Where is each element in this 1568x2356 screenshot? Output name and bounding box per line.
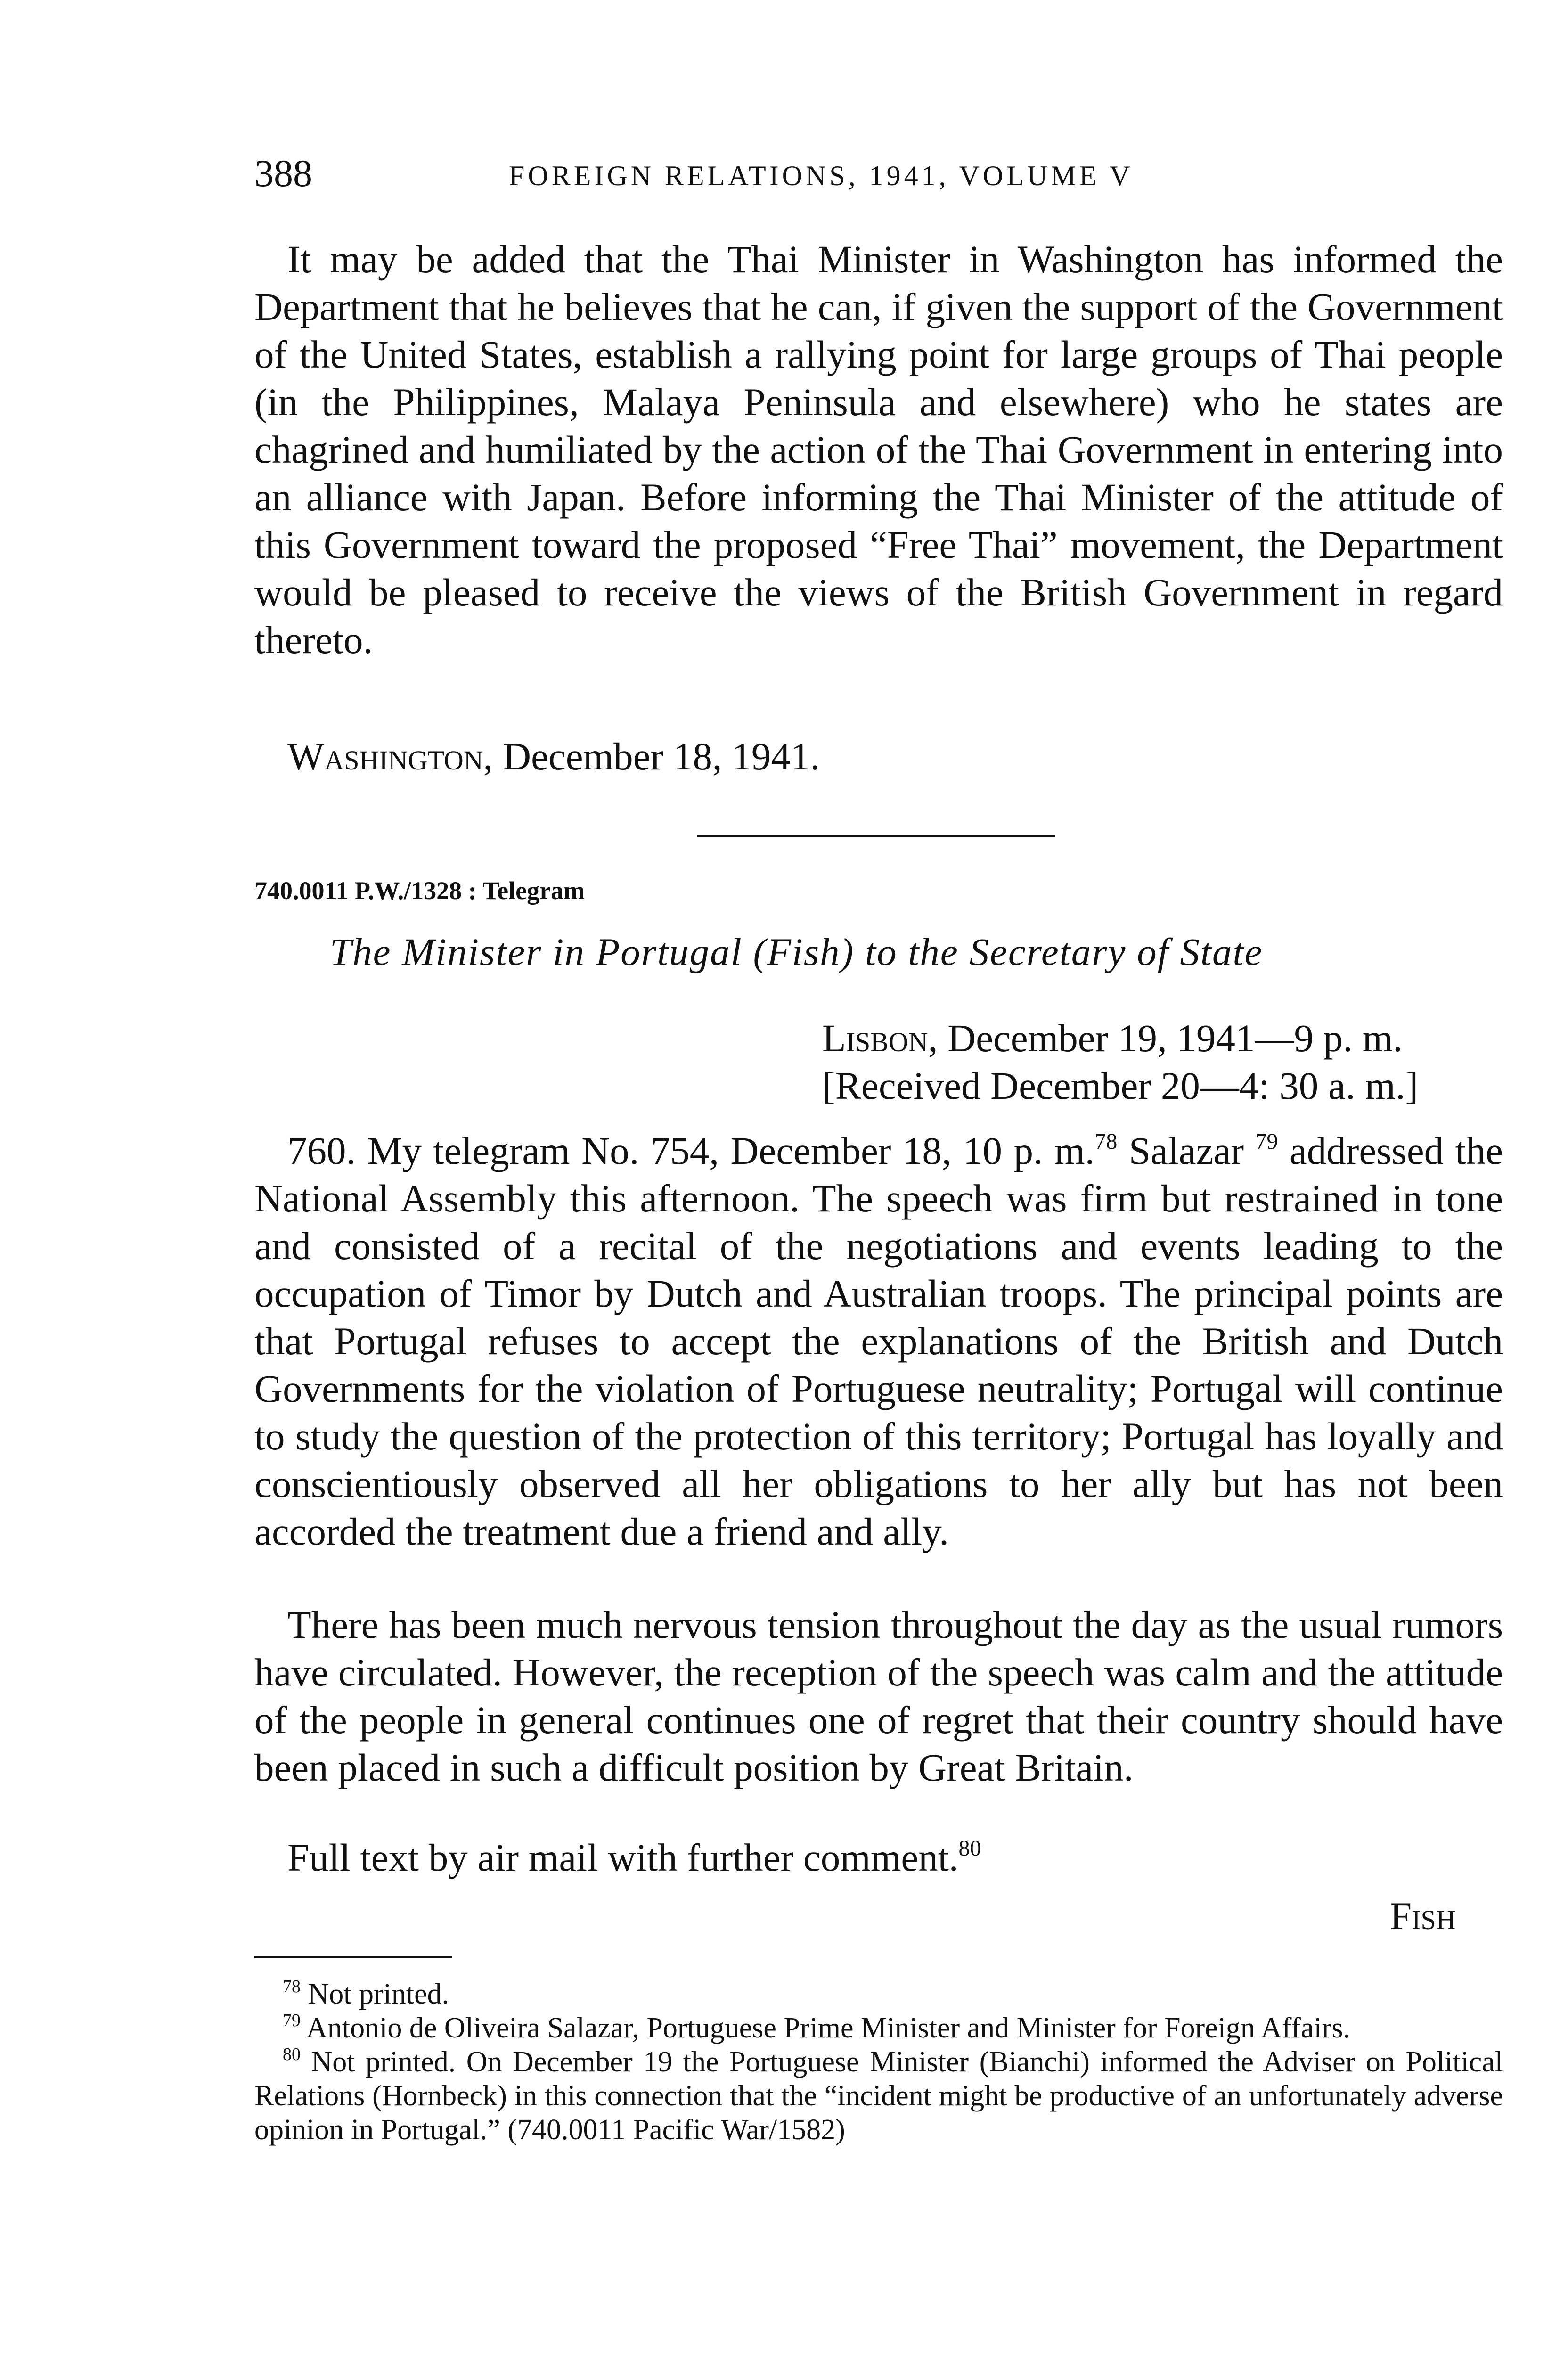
- telegram-paragraph-3: [254, 1834, 1503, 1882]
- footnote-number: 78: [283, 1977, 301, 1996]
- footnote-78: [254, 1977, 1503, 2011]
- footnote-79: [254, 2011, 1503, 2045]
- footnote-ref-78: 78: [1094, 1129, 1118, 1154]
- telegram-paragraph-1-end: addressed the National Assembly this afternoon. The speech was firm but restrained in tone and consisted of a recital of the negotiations and events leading to the occupation of Timor by Dutch and Australian troops. The principal points are that Portugal refuses to accept the explanations of the British and Dutch Governments for the violation of Portuguese neutrality; Portugal will continue to study the question of the protection of this territory; Portugal has loyally and conscientiously observed all her obligations to her ally but has not been accorded the treatment due a friend and ally.: [254, 1129, 1503, 1553]
- footnote-text: Not printed. On December 19 the Portuguese Minister (Bianchi) informed the Adviser on Political Relations (Hornbeck) in this connection that the “incident might be productive of an unfortunately adverse opinion in Portugal.” (740.0011 Pacific War/1582): [254, 2046, 1503, 2146]
- section-divider: [697, 835, 1055, 837]
- washington-signature-line: [287, 733, 820, 780]
- footnote-rule: [254, 1956, 452, 1958]
- footnote-number: 79: [283, 2011, 301, 2030]
- footnote-text: Antonio de Oliveira Salazar, Portuguese Prime Minister and Minister for Foreign Affairs.: [306, 2012, 1350, 2044]
- document-title: The Minister in Portugal (Fish) to the Secretary of State: [330, 930, 1263, 973]
- page-header: [254, 150, 1503, 202]
- dateline-place: Lisbon: [822, 1016, 928, 1060]
- footnote-ref-80: 80: [958, 1836, 981, 1861]
- signature-fish: Fish: [1390, 1894, 1456, 1938]
- telegram-paragraph-1-mid: Salazar: [1117, 1129, 1244, 1172]
- telegram-paragraph-2: There has been much nervous tension throughout the day as the usual rumors have circulated. However, the reception of the speech was calm and the attitude of the people in general continues one of regret that their country should have been placed in such a difficult position by Great Britain.: [254, 1603, 1503, 1789]
- footnote-ref-79: 79: [1255, 1129, 1278, 1154]
- thai-minister-paragraph: It may be added that the Thai Minister in Washington has informed the Department that he believes that he can, if given the support of the Government of the United States, establish a rallying point for large groups of Thai people (in the Philippines, Malaya Peninsula and elsewhere) who he states are chagrined and humiliated by the action of the Thai Government in entering into an alliance with Japan. Before informing the Thai Minister of the attitude of this Government toward the proposed “Free Thai” movement, the Department would be pleased to receive the views of the British Government in regard thereto.: [254, 237, 1503, 662]
- telegram-paragraph-3-text: Full text by air mail with further comment.: [287, 1836, 959, 1879]
- telegram-paragraph-1-start: 760. My telegram No. 754, December 18, 10 p. m.: [287, 1129, 1095, 1172]
- footnote-80: [254, 2045, 1503, 2147]
- footnote-number: 80: [283, 2045, 301, 2064]
- sign-date: , December 18, 1941.: [483, 735, 820, 778]
- file-reference: 740.0011 P.W./1328 : Telegram: [254, 876, 585, 905]
- running-head: FOREIGN RELATIONS, 1941, VOLUME V: [509, 160, 1134, 191]
- sign-place: Washington: [287, 735, 483, 778]
- dateline-time: , December 19, 1941—9 p. m.: [928, 1016, 1403, 1060]
- footnotes: [254, 1977, 1503, 2147]
- received-line: [Received December 20—4: 30 a. m.]: [822, 1064, 1419, 1107]
- telegram-paragraph-1: [254, 1127, 1503, 1555]
- footnote-text: Not printed.: [308, 1978, 449, 2010]
- dateline: [822, 1014, 1403, 1062]
- page-number: 388: [254, 152, 312, 195]
